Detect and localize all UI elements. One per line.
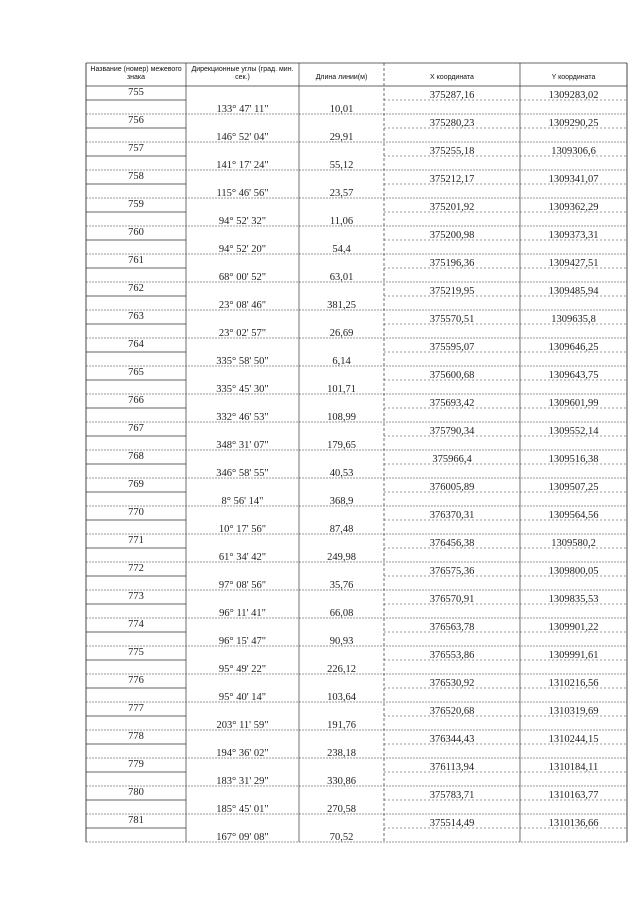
line-length: 368,9 — [329, 496, 354, 507]
y-coordinate: 1309564,56 — [548, 510, 599, 521]
line-length: 11,06 — [329, 216, 354, 227]
x-coordinate: 375280,23 — [429, 118, 475, 129]
x-coordinate: 376553,86 — [429, 650, 475, 661]
x-coordinate: 375219,95 — [429, 286, 475, 297]
point-name: 756 — [128, 115, 144, 126]
point-name: 755 — [128, 87, 144, 98]
x-coordinate: 375966,4 — [432, 454, 472, 465]
direction-angle: 96° 15' 47" — [218, 636, 267, 647]
header-y: Y координата — [551, 74, 596, 81]
y-coordinate: 1309283,02 — [548, 90, 599, 101]
x-coordinate: 375200,98 — [429, 230, 475, 241]
y-coordinate: 1309580,2 — [551, 538, 596, 549]
y-coordinate: 1309290,25 — [548, 118, 599, 129]
point-name: 757 — [128, 143, 144, 154]
x-coordinate: 375790,34 — [429, 426, 475, 437]
x-coordinate: 376563,78 — [429, 622, 475, 633]
line-length: 63,01 — [329, 272, 354, 283]
line-length: 6,14 — [332, 356, 351, 367]
direction-angle: 23° 02' 57" — [218, 328, 267, 339]
x-coordinate: 376456,38 — [429, 538, 475, 549]
point-name: 759 — [128, 199, 144, 210]
x-coordinate: 376005,89 — [429, 482, 475, 493]
y-coordinate: 1309800,05 — [548, 566, 599, 577]
point-name: 778 — [128, 731, 144, 742]
x-coordinate: 375570,51 — [429, 314, 475, 325]
point-name: 775 — [128, 647, 144, 658]
x-coordinate: 376344,43 — [429, 734, 475, 745]
header-angle: Дирекционные углы (град. мин. сек.) — [191, 66, 294, 81]
x-coordinate: 375693,42 — [429, 398, 475, 409]
direction-angle: 348° 31' 07" — [216, 440, 269, 451]
y-coordinate: 1309635,8 — [551, 314, 596, 325]
line-length: 238,18 — [327, 748, 356, 759]
y-coordinate: 1310216,56 — [548, 678, 599, 689]
direction-angle: 183° 31' 29" — [216, 776, 269, 787]
direction-angle: 332° 46' 53" — [216, 412, 269, 423]
direction-angle: 95° 49' 22" — [218, 664, 267, 675]
direction-angle: 194° 36' 02" — [216, 748, 269, 759]
y-coordinate: 1309835,53 — [548, 594, 599, 605]
point-name: 760 — [128, 227, 144, 238]
header-name: Название (номер) межевого знака — [90, 66, 182, 81]
direction-angle: 133° 47' 11" — [216, 104, 269, 115]
y-coordinate: 1310184,11 — [548, 762, 599, 773]
direction-angle: 23° 08' 46" — [218, 300, 267, 311]
direction-angle: 61° 34' 42" — [218, 552, 267, 563]
direction-angle: 185° 45' 01" — [216, 804, 269, 815]
y-coordinate: 1309306,6 — [551, 146, 596, 157]
x-coordinate: 375595,07 — [429, 342, 475, 353]
line-length: 66,08 — [329, 608, 354, 619]
line-length: 330,86 — [327, 776, 356, 787]
point-name: 758 — [128, 171, 144, 182]
header-x: X координата — [430, 74, 474, 81]
x-coordinate: 375255,18 — [429, 146, 475, 157]
line-length: 226,12 — [327, 664, 356, 675]
direction-angle: 115° 46' 56" — [216, 188, 269, 199]
y-coordinate: 1309427,51 — [548, 258, 599, 269]
point-name: 774 — [128, 619, 144, 630]
y-coordinate: 1310163,77 — [548, 790, 599, 801]
point-name: 761 — [128, 255, 144, 266]
x-coordinate: 375196,36 — [429, 258, 475, 269]
point-name: 780 — [128, 787, 144, 798]
direction-angle: 8° 56' 14" — [221, 496, 264, 507]
point-name: 764 — [128, 339, 144, 350]
point-name: 763 — [128, 311, 144, 322]
point-name: 773 — [128, 591, 144, 602]
line-length: 249,98 — [327, 552, 356, 563]
y-coordinate: 1310244,15 — [548, 734, 599, 745]
point-name: 771 — [128, 535, 144, 546]
direction-angle: 96° 11' 41" — [219, 608, 266, 619]
point-name: 762 — [128, 283, 144, 294]
line-length: 90,93 — [329, 636, 354, 647]
x-coordinate: 375287,16 — [429, 90, 475, 101]
direction-angle: 97° 08' 56" — [218, 580, 267, 591]
y-coordinate: 1309643,75 — [548, 370, 599, 381]
y-coordinate: 1309373,31 — [548, 230, 599, 241]
x-coordinate: 375600,68 — [429, 370, 475, 381]
x-coordinate: 376530,92 — [429, 678, 475, 689]
direction-angle: 335° 45' 30" — [216, 384, 269, 395]
y-coordinate: 1309362,29 — [548, 202, 599, 213]
direction-angle: 95° 40' 14" — [218, 692, 267, 703]
x-coordinate: 375514,49 — [429, 818, 475, 829]
y-coordinate: 1309341,07 — [548, 174, 599, 185]
line-length: 35,76 — [329, 580, 354, 591]
direction-angle: 68° 00' 52" — [218, 272, 267, 283]
point-name: 776 — [128, 675, 144, 686]
line-length: 381,25 — [327, 300, 356, 311]
line-length: 29,91 — [329, 132, 354, 143]
x-coordinate: 375212,17 — [429, 174, 475, 185]
x-coordinate: 375201,92 — [429, 202, 475, 213]
x-coordinate: 376113,94 — [429, 762, 475, 773]
line-length: 179,65 — [327, 440, 356, 451]
header-length: Длина линии(м) — [315, 74, 368, 81]
x-coordinate: 376370,31 — [429, 510, 475, 521]
line-length: 101,71 — [327, 384, 356, 395]
y-coordinate: 1309901,22 — [548, 622, 599, 633]
direction-angle: 167° 09' 08" — [216, 832, 269, 843]
y-coordinate: 1309552,14 — [548, 426, 599, 437]
point-name: 766 — [128, 395, 144, 406]
direction-angle: 10° 17' 56" — [218, 524, 267, 535]
y-coordinate: 1309507,25 — [548, 482, 599, 493]
line-length: 70,52 — [329, 832, 354, 843]
line-length: 26,69 — [329, 328, 354, 339]
y-coordinate: 1309485,94 — [548, 286, 599, 297]
line-length: 40,53 — [329, 468, 354, 479]
line-length: 191,76 — [327, 720, 356, 731]
y-coordinate: 1309516,38 — [548, 454, 599, 465]
y-coordinate: 1309601,99 — [548, 398, 599, 409]
line-length: 55,12 — [329, 160, 354, 171]
line-length: 54,4 — [332, 244, 351, 255]
y-coordinate: 1309646,25 — [548, 342, 599, 353]
direction-angle: 203° 11' 59" — [216, 720, 269, 731]
x-coordinate: 375783,71 — [429, 790, 475, 801]
point-name: 770 — [128, 507, 144, 518]
point-name: 765 — [128, 367, 144, 378]
direction-angle: 335° 58' 50" — [216, 356, 269, 367]
x-coordinate: 376520,68 — [429, 706, 475, 717]
point-name: 767 — [128, 423, 144, 434]
y-coordinate: 1309991,61 — [548, 650, 599, 661]
point-name: 772 — [128, 563, 144, 574]
line-length: 23,57 — [329, 188, 354, 199]
point-name: 769 — [128, 479, 144, 490]
line-length: 270,58 — [327, 804, 356, 815]
direction-angle: 146° 52' 04" — [216, 132, 269, 143]
direction-angle: 94° 52' 32" — [218, 216, 267, 227]
line-length: 10,01 — [329, 104, 354, 115]
point-name: 777 — [128, 703, 144, 714]
direction-angle: 94° 52' 20" — [218, 244, 267, 255]
y-coordinate: 1310136,66 — [548, 818, 599, 829]
point-name: 781 — [128, 815, 144, 826]
direction-angle: 141° 17' 24" — [216, 160, 269, 171]
y-coordinate: 1310319,69 — [548, 706, 599, 717]
line-length: 108,99 — [327, 412, 356, 423]
x-coordinate: 376570,91 — [429, 594, 475, 605]
point-name: 768 — [128, 451, 144, 462]
direction-angle: 346° 58' 55" — [216, 468, 269, 479]
line-length: 103,64 — [327, 692, 356, 703]
point-name: 779 — [128, 759, 144, 770]
x-coordinate: 376575,36 — [429, 566, 475, 577]
line-length: 87,48 — [329, 524, 354, 535]
